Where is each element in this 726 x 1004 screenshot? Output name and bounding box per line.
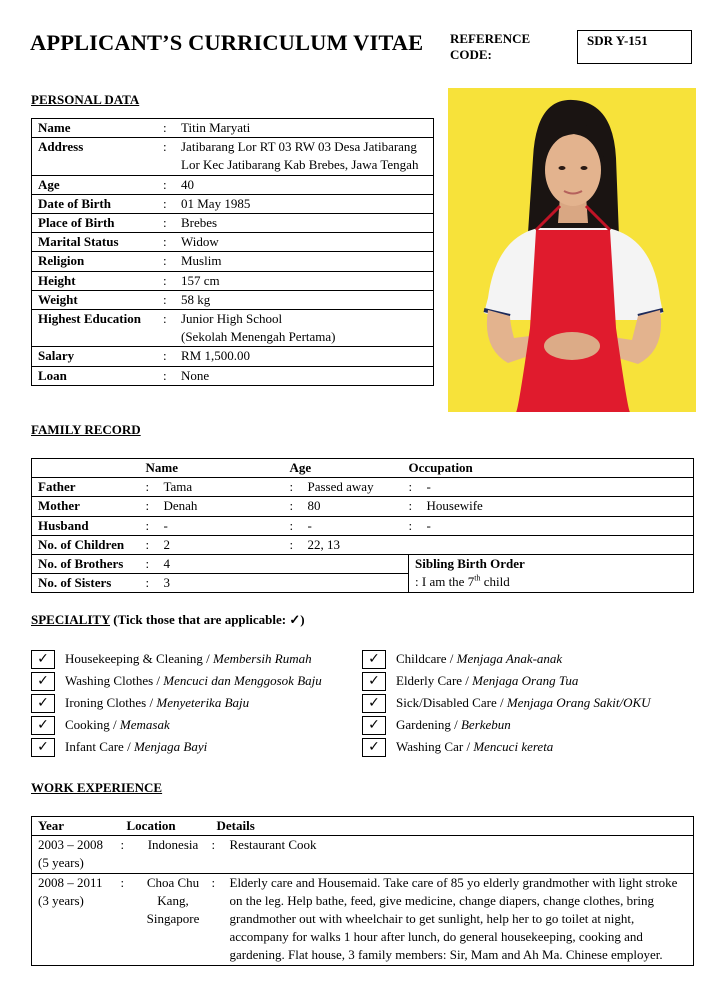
field-label: Age — [38, 176, 60, 192]
personal-data-row — [32, 271, 434, 290]
speciality-checkbox[interactable] — [362, 650, 386, 669]
field-colon: : — [145, 517, 150, 533]
sibling-birth-order: Sibling Birth Order : I am the 7th child — [409, 555, 694, 593]
work-header-row — [32, 817, 694, 836]
field-label: Address — [38, 139, 84, 155]
field-colon: : — [408, 517, 413, 533]
field-value: 58 kg — [181, 291, 211, 307]
field-colon: : — [163, 367, 167, 383]
relation-label: No. of Brothers — [38, 556, 124, 572]
field-label: Religion — [38, 253, 85, 269]
work-year: 2008 – 2011 — [38, 874, 103, 890]
work-details: Restaurant Cook — [229, 837, 317, 853]
field-value: Titin Maryati — [181, 120, 251, 135]
checkmark-icon: ✓ — [37, 739, 49, 755]
checkmark-icon: ✓ — [368, 673, 380, 689]
relation-label: No. of Children — [38, 536, 125, 552]
reference-code-label: REFERENCE CODE: — [450, 31, 531, 62]
member-age: Passed away — [307, 479, 374, 495]
family-record-heading: FAMILY RECORD — [31, 422, 141, 437]
reference-code-value: SDR Y-151 — [577, 30, 692, 64]
speciality-checkbox[interactable] — [31, 694, 55, 713]
field-label: Loan — [38, 367, 67, 383]
speciality-checkbox[interactable] — [362, 672, 386, 691]
speciality-checkbox[interactable] — [31, 672, 55, 691]
column-header: Name — [145, 460, 178, 475]
field-colon: : — [163, 120, 167, 135]
family-member-row — [32, 478, 694, 497]
column-header: Age — [289, 460, 312, 475]
checkmark-icon: ✓ — [37, 695, 49, 711]
personal-data-row — [32, 214, 434, 233]
field-colon: : — [145, 556, 150, 572]
speciality-heading: SPECIALITY (Tick those that are applicable: ✓) — [31, 612, 305, 627]
brothers-row — [32, 555, 694, 574]
member-occupation: - — [426, 479, 431, 495]
family-record-table — [31, 458, 694, 593]
column-header: Details — [216, 818, 255, 833]
applicant-portrait-illustration — [448, 88, 696, 412]
work-location: Indonesia — [147, 837, 199, 853]
personal-data-row — [32, 175, 434, 194]
speciality-checkbox[interactable] — [362, 716, 386, 735]
speciality-label: Sick/Disabled Care / Menjaga Orang Sakit/OKU — [396, 695, 651, 710]
speciality-label: Childcare / Menjaga Anak-anak — [396, 651, 563, 666]
field-colon: : — [163, 311, 167, 327]
personal-data-heading: PERSONAL DATA — [31, 92, 140, 107]
brothers-count: 4 — [163, 556, 170, 572]
work-year: 2003 – 2008 — [38, 837, 103, 853]
speciality-checkbox[interactable] — [31, 650, 55, 669]
field-colon: : — [163, 215, 167, 231]
applicant-photo — [448, 88, 696, 412]
field-value: Muslim — [181, 253, 222, 269]
speciality-checkbox[interactable] — [31, 716, 55, 735]
work-experience-table — [31, 816, 694, 966]
speciality-label: Washing Car / Mencuci kereta — [396, 739, 554, 754]
relation-label: Father — [38, 479, 76, 495]
member-name: Tama — [163, 479, 193, 495]
field-value: RM 1,500.00 — [181, 348, 250, 364]
work-experience-heading: WORK EXPERIENCE — [31, 780, 163, 795]
family-header-row — [32, 459, 694, 478]
personal-data-row — [32, 290, 434, 309]
field-colon: : — [163, 139, 167, 155]
children-count: 2 — [163, 536, 170, 552]
member-occupation: - — [426, 517, 431, 533]
field-label: Name — [38, 120, 71, 135]
work-experience-row: 2008 – 2011 (3 years) : Choa Chu Kang, Singapore : Elderly care and Housemaid. Take care of 85 yo elderly grandmother with light stroke on the leg. Help bathe, feed, give medicine, change diapers, change clothes, bring grandmother out with wheelchair to get sunlight, help her to go toilet at night, accompany for walks 1 hour after lunch, do general housekeeping, cooking and gardening. Flat house, 3 family members: Sir, Mam and Ah Ma. Chinese employer. — [32, 873, 694, 965]
speciality-label: Gardening / Berkebun — [396, 717, 511, 732]
field-value: 01 May 1985 — [181, 195, 251, 211]
field-colon: : — [163, 272, 167, 288]
column-header: Year — [38, 818, 64, 833]
field-colon: : — [163, 253, 167, 269]
checkmark-icon: ✓ — [37, 717, 49, 733]
field-colon: : — [163, 176, 167, 192]
speciality-label: Ironing Clothes / Menyeterika Baju — [65, 695, 250, 710]
field-value: 157 cm — [181, 272, 220, 288]
speciality-label: Housekeeping & Cleaning / Membersih Rumah — [65, 651, 312, 666]
sisters-count: 3 — [163, 575, 170, 591]
family-member-row — [32, 497, 694, 516]
children-row — [32, 535, 694, 554]
field-colon: : — [163, 195, 167, 211]
speciality-checkbox[interactable] — [362, 694, 386, 713]
field-colon: : — [163, 348, 167, 364]
field-label: Marital Status — [38, 234, 119, 250]
field-value: Brebes — [181, 215, 218, 231]
member-age: 80 — [307, 498, 321, 514]
field-colon: : — [145, 479, 150, 495]
speciality-label: Infant Care / Menjaga Bayi — [65, 739, 208, 754]
field-label: Weight — [38, 291, 78, 307]
speciality-label: Cooking / Memasak — [65, 717, 170, 732]
personal-data-row — [32, 366, 434, 385]
member-name: - — [163, 517, 168, 533]
field-colon: : — [289, 536, 294, 552]
field-colon: : — [145, 498, 150, 514]
work-details: Elderly care and Housemaid. Take care of 85 yo elderly grandmother with light stroke on the leg. Help bathe, feed, give medicine, change diapers, change clothes, bring grandmother out with wheelchair to get sunlight, help her to go toilet at night, accompany for walks 1 hour after lunch, do general housekeeping, cooking and gardening. Flat house, 3 family members: Sir, Mam and Ah Ma. Chinese employer. — [229, 874, 678, 963]
field-label: Salary — [38, 348, 75, 364]
field-label: Date of Birth — [38, 195, 111, 211]
field-value-secondary: (Sekolah Menengah Pertama) — [181, 329, 336, 345]
family-member-row — [32, 516, 694, 535]
field-colon: : — [289, 479, 294, 495]
column-header: Occupation — [408, 460, 473, 475]
speciality-checkbox[interactable] — [31, 738, 55, 757]
checkmark-icon: ✓ — [368, 695, 380, 711]
speciality-label: Washing Clothes / Mencuci dan Menggosok Baju — [65, 673, 322, 688]
field-colon: : — [408, 498, 413, 514]
work-duration: (3 years) — [38, 892, 84, 908]
member-name: Denah — [163, 498, 198, 514]
personal-data-row — [32, 310, 434, 347]
field-value: 40 — [181, 176, 194, 192]
personal-data-row — [32, 252, 434, 271]
field-colon: : — [145, 575, 150, 591]
field-colon: : — [289, 498, 294, 514]
field-colon: : — [408, 479, 413, 495]
field-label: Place of Birth — [38, 215, 115, 231]
speciality-checkbox[interactable] — [362, 738, 386, 757]
field-value: None — [181, 367, 210, 383]
field-colon: : — [145, 536, 150, 552]
field-colon: : — [289, 517, 294, 533]
checkmark-icon: ✓ — [37, 651, 49, 667]
relation-label: No. of Sisters — [38, 575, 112, 591]
work-duration: (5 years) — [38, 855, 84, 871]
personal-data-table — [31, 118, 434, 386]
field-colon: : — [163, 291, 167, 307]
personal-data-row — [32, 194, 434, 213]
children-ages: 22, 13 — [307, 536, 340, 552]
field-value: Jatibarang Lor RT 03 RW 03 Desa Jatibarang Lor Kec Jatibarang Kab Brebes, Jawa Tengah — [181, 139, 419, 173]
speciality-label: Elderly Care / Menjaga Orang Tua — [396, 673, 579, 688]
member-occupation: Housewife — [426, 498, 483, 514]
checkmark-icon: ✓ — [37, 673, 49, 689]
checkmark-icon: ✓ — [368, 739, 380, 755]
work-location: Choa Chu Kang, Singapore — [146, 874, 200, 927]
relation-label: Mother — [38, 498, 80, 514]
field-value: Junior High School — [181, 311, 283, 327]
field-value: Widow — [181, 234, 219, 250]
personal-data-row — [32, 119, 434, 138]
personal-data-row — [32, 138, 434, 175]
column-header: Location — [126, 818, 176, 833]
field-label: Height — [38, 272, 76, 288]
work-experience-row: 2003 – 2008 (5 years) : Indonesia : Restaurant Cook — [32, 836, 694, 873]
member-age: - — [307, 517, 312, 533]
relation-label: Husband — [38, 517, 89, 533]
personal-data-row — [32, 347, 434, 366]
personal-data-row — [32, 233, 434, 252]
field-label: Highest Education — [38, 311, 141, 327]
field-colon: : — [163, 234, 167, 250]
checkmark-icon: ✓ — [368, 717, 380, 733]
document-title: APPLICANT’S CURRICULUM VITAE — [30, 30, 424, 55]
checkmark-icon: ✓ — [368, 651, 380, 667]
